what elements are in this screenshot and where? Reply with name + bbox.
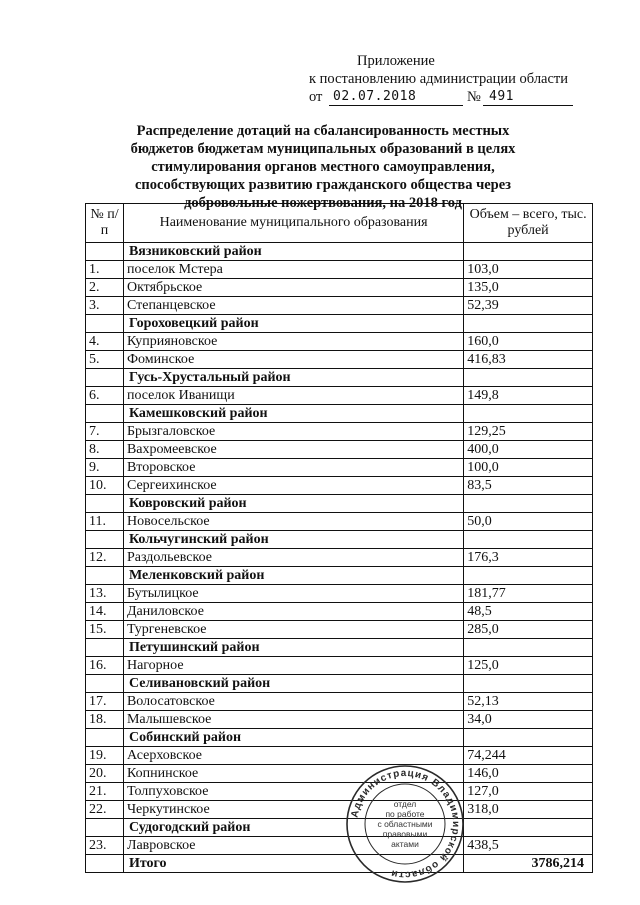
budget-value: 135,0 [464, 279, 593, 297]
row-number: 2. [86, 279, 124, 297]
municipality-name: поселок Иванищи [123, 387, 463, 405]
district-row [86, 315, 593, 333]
municipality-name: Октябрьское [123, 279, 463, 297]
document-number: 491 [489, 89, 514, 104]
total-row [86, 855, 593, 873]
table-row [86, 711, 593, 729]
municipality-name: Тургеневское [123, 621, 463, 639]
budget-value: 318,0 [464, 801, 593, 819]
municipality-name: Даниловское [123, 603, 463, 621]
total-value: 3786,214 [464, 855, 593, 873]
budget-value: 181,77 [464, 585, 593, 603]
district-value-cell [464, 531, 593, 549]
table-header-row [86, 204, 593, 243]
table-row [86, 837, 593, 855]
district-name: Кольчугинский район [123, 531, 463, 549]
row-number: 11. [86, 513, 124, 531]
district-number-cell [86, 369, 124, 387]
municipality-name: Черкутинское [123, 801, 463, 819]
district-row [86, 243, 593, 261]
district-number-cell [86, 639, 124, 657]
district-row [86, 405, 593, 423]
district-name: Гороховецкий район [123, 315, 463, 333]
budget-value: 160,0 [464, 333, 593, 351]
district-number-cell [86, 495, 124, 513]
district-number-cell [86, 315, 124, 333]
date-number-line [309, 88, 609, 108]
district-value-cell [464, 567, 593, 585]
table-row [86, 783, 593, 801]
table-row [86, 261, 593, 279]
budget-value: 149,8 [464, 387, 593, 405]
row-number: 9. [86, 459, 124, 477]
budget-value: 52,39 [464, 297, 593, 315]
municipality-name: Волосатовское [123, 693, 463, 711]
stamp-line: актами [391, 839, 419, 849]
budget-value: 438,5 [464, 837, 593, 855]
row-number: 20. [86, 765, 124, 783]
municipality-name: Толпуховское [123, 783, 463, 801]
row-number: 6. [86, 387, 124, 405]
table-row [86, 549, 593, 567]
row-number: 18. [86, 711, 124, 729]
budget-value: 400,0 [464, 441, 593, 459]
district-row [86, 495, 593, 513]
row-number: 23. [86, 837, 124, 855]
budget-value: 416,83 [464, 351, 593, 369]
municipality-name: поселок Мстера [123, 261, 463, 279]
municipality-name: Фоминское [123, 351, 463, 369]
number-label: № [467, 89, 481, 105]
district-row [86, 639, 593, 657]
stamp-line: с областными [377, 819, 433, 829]
district-name: Камешковский район [123, 405, 463, 423]
table-row [86, 513, 593, 531]
document-title: Распределение дотаций на сбалансированность местных бюджетов бюджетам муниципальных образований в целях стимулирования органов местного самоуправления, способствующих развитию гражданского общества через добровольные пожертвования, на 2018 год [130, 123, 516, 211]
district-number-cell [86, 405, 124, 423]
table-body [86, 243, 593, 873]
stamp-line: отдел [393, 799, 417, 809]
district-row [86, 675, 593, 693]
row-number: 1. [86, 261, 124, 279]
district-name: Гусь-Хрустальный район [123, 369, 463, 387]
row-number: 21. [86, 783, 124, 801]
total-number-cell [86, 855, 124, 873]
district-row [86, 567, 593, 585]
table-row [86, 477, 593, 495]
document-header [309, 52, 609, 108]
row-number: 10. [86, 477, 124, 495]
district-value-cell [464, 729, 593, 747]
table-row [86, 801, 593, 819]
table-row [86, 603, 593, 621]
municipality-name: Асерховское [123, 747, 463, 765]
district-row [86, 369, 593, 387]
budget-value: 125,0 [464, 657, 593, 675]
district-number-cell [86, 729, 124, 747]
table-row [86, 765, 593, 783]
stamp-center-text [345, 764, 465, 884]
row-number: 12. [86, 549, 124, 567]
district-name: Собинский район [123, 729, 463, 747]
row-number: 16. [86, 657, 124, 675]
budget-value: 52,13 [464, 693, 593, 711]
district-number-cell [86, 819, 124, 837]
table-row [86, 657, 593, 675]
row-number: 15. [86, 621, 124, 639]
table-row [86, 747, 593, 765]
row-number: 22. [86, 801, 124, 819]
table-row [86, 693, 593, 711]
municipality-name: Новосельское [123, 513, 463, 531]
table-row [86, 351, 593, 369]
table-row [86, 441, 593, 459]
district-number-cell [86, 531, 124, 549]
budget-value: 127,0 [464, 783, 593, 801]
district-name: Меленковский район [123, 567, 463, 585]
row-number: 5. [86, 351, 124, 369]
row-number: 3. [86, 297, 124, 315]
district-row [86, 531, 593, 549]
district-name: Петушинский район [123, 639, 463, 657]
column-header-value: Объем – всего, тыс. рублей [464, 204, 593, 243]
district-number-cell [86, 675, 124, 693]
district-value-cell [464, 495, 593, 513]
municipality-name: Вахромеевское [123, 441, 463, 459]
table-row [86, 621, 593, 639]
row-number: 14. [86, 603, 124, 621]
table-row [86, 387, 593, 405]
municipality-name: Раздольевское [123, 549, 463, 567]
budget-value: 103,0 [464, 261, 593, 279]
table-row [86, 423, 593, 441]
budget-value: 74,244 [464, 747, 593, 765]
budget-value: 285,0 [464, 621, 593, 639]
municipality-name: Малышевское [123, 711, 463, 729]
stamp-line: правовыми [382, 829, 428, 839]
district-name: Селивановский район [123, 675, 463, 693]
budget-value: 176,3 [464, 549, 593, 567]
row-number: 4. [86, 333, 124, 351]
budget-value: 83,5 [464, 477, 593, 495]
budget-value: 129,25 [464, 423, 593, 441]
district-name: Судогодский район [123, 819, 463, 837]
municipality-name: Второвское [123, 459, 463, 477]
district-value-cell [464, 675, 593, 693]
budget-value: 34,0 [464, 711, 593, 729]
district-number-cell [86, 567, 124, 585]
district-value-cell [464, 369, 593, 387]
stamp-line: по работе [385, 809, 425, 819]
municipality-name: Копнинское [123, 765, 463, 783]
budget-value: 146,0 [464, 765, 593, 783]
table-row [86, 459, 593, 477]
from-label: от [309, 89, 323, 105]
row-number: 13. [86, 585, 124, 603]
municipality-name: Нагорное [123, 657, 463, 675]
municipality-name: Брызгаловское [123, 423, 463, 441]
official-stamp [345, 764, 465, 884]
district-name: Ковровский район [123, 495, 463, 513]
district-row [86, 729, 593, 747]
municipality-name: Куприяновское [123, 333, 463, 351]
municipality-name: Степанцевское [123, 297, 463, 315]
table-row [86, 279, 593, 297]
document-date: 02.07.2018 [333, 89, 417, 104]
municipality-name: Лавровское [123, 837, 463, 855]
budget-value: 50,0 [464, 513, 593, 531]
district-row [86, 819, 593, 837]
row-number: 8. [86, 441, 124, 459]
row-number: 7. [86, 423, 124, 441]
table-row [86, 297, 593, 315]
district-value-cell [464, 243, 593, 261]
budget-value: 48,5 [464, 603, 593, 621]
resolution-reference: к постановлению администрации области [309, 71, 569, 87]
municipality-name: Сергеихинское [123, 477, 463, 495]
svg-text:Администрация Владимирской обл: Администрация Владимирской области [349, 767, 462, 881]
table-row [86, 585, 593, 603]
district-value-cell [464, 405, 593, 423]
row-number: 17. [86, 693, 124, 711]
column-header-name: Наименование муниципального образования [123, 204, 463, 243]
municipality-name: Бутылицкое [123, 585, 463, 603]
appendix-label: Приложение [357, 53, 435, 69]
district-value-cell [464, 639, 593, 657]
district-number-cell [86, 243, 124, 261]
total-label: Итого [123, 855, 463, 873]
district-value-cell [464, 819, 593, 837]
column-header-number: № п/п [86, 204, 124, 243]
district-value-cell [464, 315, 593, 333]
district-name: Вязниковский район [123, 243, 463, 261]
budget-value: 100,0 [464, 459, 593, 477]
table-row [86, 333, 593, 351]
row-number: 19. [86, 747, 124, 765]
allocation-table [85, 203, 593, 873]
